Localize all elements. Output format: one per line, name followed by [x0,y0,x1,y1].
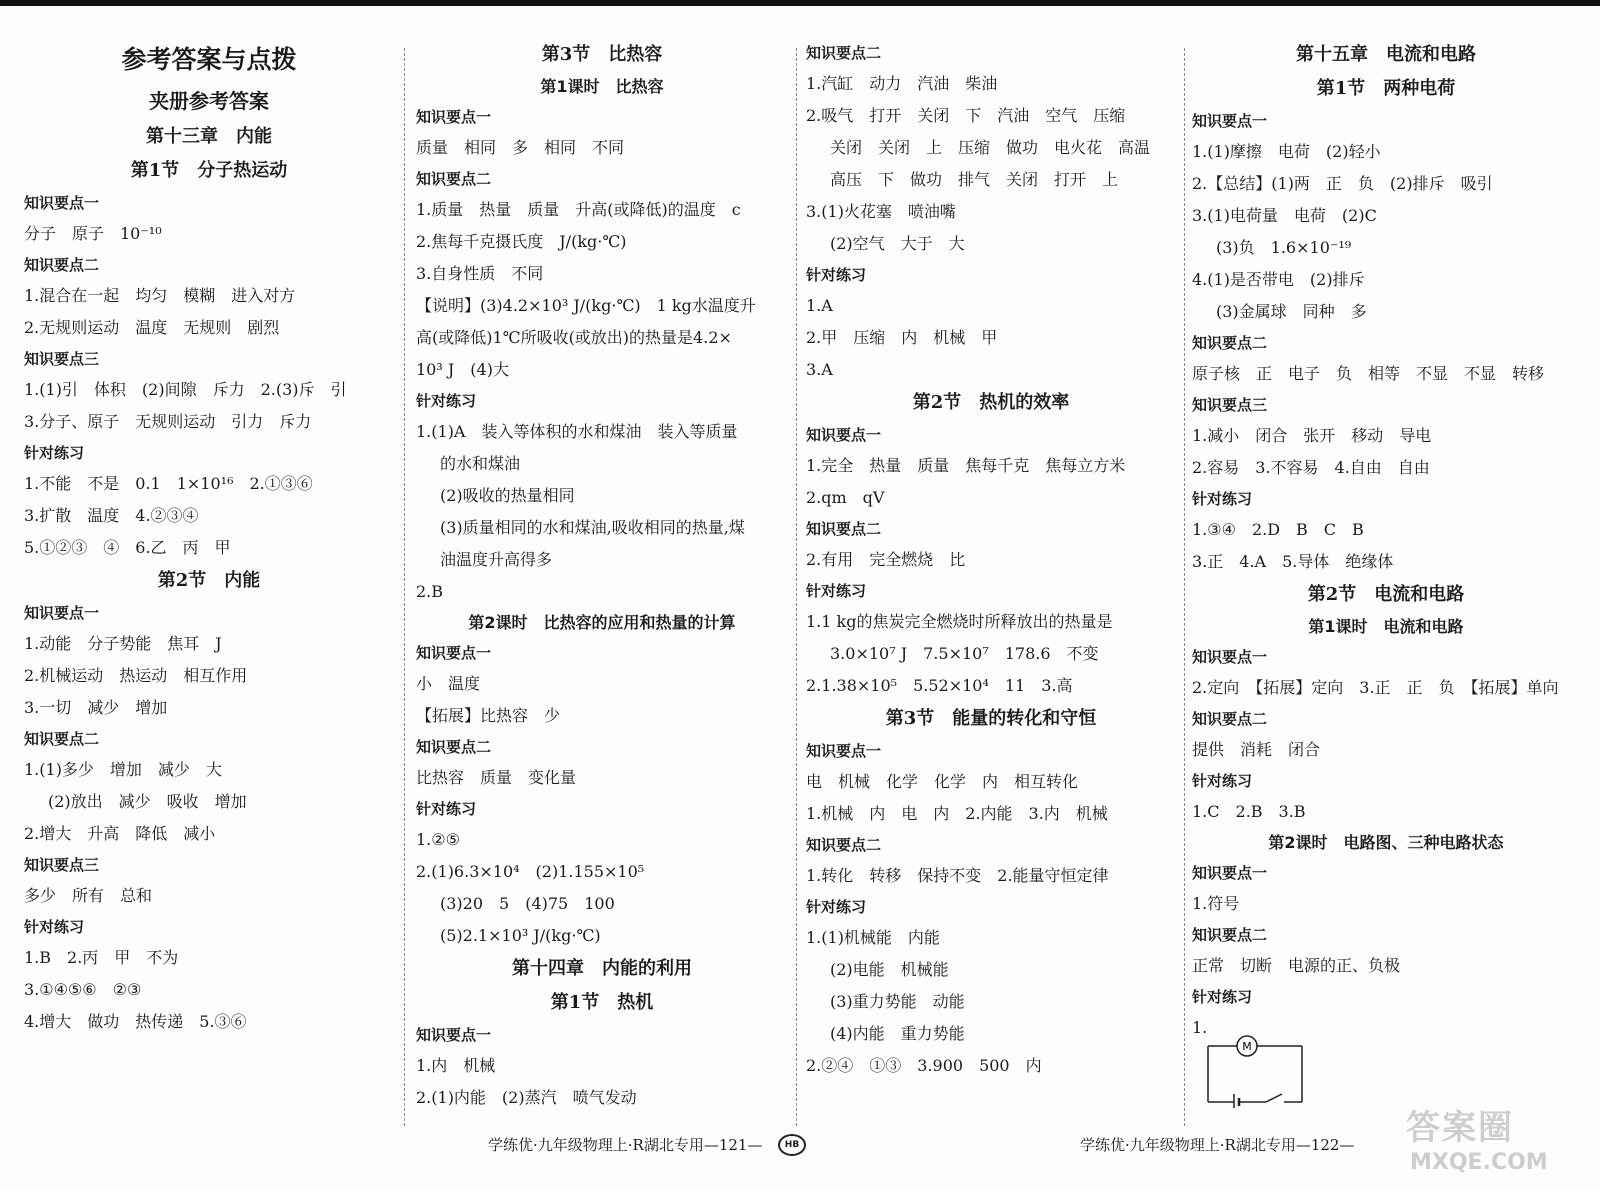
answer-line: 高(或降低)1℃所吸收(或放出)的热量是4.2× [416,328,732,347]
watermark-logo [1406,1100,1590,1186]
answer-line: 多少 所有 总和 [24,886,153,905]
answer-line: 1.符号 [1192,894,1240,913]
watermark-url: MXQE.COM [1410,1150,1548,1175]
column-divider [1184,48,1185,1126]
answer-line: 原子核 正 电子 负 相等 不显 不显 转移 [1192,364,1545,383]
answer-line: 4.(1)是否带电 (2)排斥 [1192,270,1365,289]
footer-left: 学练优·九年级物理上·R湖北专用—121— [488,1136,763,1154]
answer-line-indented: (3)20 5 (4)75 100 [440,894,615,913]
answer-line: 1.(1)A 装入等体积的水和煤油 装入等质量 [416,422,738,441]
section-title: 第2节 热机的效率 [912,392,1070,413]
answer-line: 1. [1192,1018,1208,1037]
answer-line: 1.(1)引 体积 (2)间隙 斥力 2.(3)斥 引 [24,380,347,399]
answer-line: 1.(1)机械能 内能 [806,928,940,947]
section-header: 针对练习 [806,266,867,284]
answer-line: 1.完全 热量 质量 焦每千克 焦每立方米 [806,456,1126,475]
answer-line: 1.动能 分子势能 焦耳 J [24,634,222,653]
answer-line: 比热容 质量 变化量 [416,768,577,787]
section-header: 针对练习 [1192,772,1253,790]
answer-line: 1.1 kg的焦炭完全燃烧时所释放出的热量是 [806,612,1113,631]
answer-line: 【拓展】比热容 少 [416,706,561,725]
section-header: 知识要点二 [24,256,100,274]
answer-line: 3.A [806,360,833,379]
answer-line-indented: (2)空气 大于 大 [830,234,965,253]
section-header: 知识要点三 [24,350,100,368]
answer-line: 2.②④ ①③ 3.900 500 内 [806,1056,1042,1075]
lesson-title: 第1课时 电流和电路 [1308,617,1464,636]
switch-blade [1266,1094,1282,1102]
section-title: 第十四章 内能的利用 [512,958,692,979]
answer-line: 1.转化 转移 保持不变 2.能量守恒定律 [806,866,1109,885]
answer-line: 4.增大 做功 热传递 5.③⑥ [24,1012,247,1031]
answer-line-indented: 关闭 关闭 上 压缩 做功 电火花 高温 [830,138,1151,157]
section-header: 针对练习 [24,444,85,462]
answer-line: 2.容易 3.不容易 4.自由 自由 [1192,458,1430,477]
answer-line-indented: (3)重力势能 动能 [830,992,965,1011]
section-header: 知识要点一 [416,108,492,126]
answer-line: 2.(1)6.3×10⁴ (2)1.155×10⁵ [416,862,645,881]
section-header: 针对练习 [24,918,85,936]
section-header: 知识要点二 [806,520,882,538]
answer-line: 1.(1)多少 增加 减少 大 [24,760,222,779]
answer-line: 提供 消耗 闭合 [1192,740,1321,759]
section-header: 知识要点一 [806,742,882,760]
answer-line: 3.一切 减少 增加 [24,698,168,717]
lesson-title: 第1课时 比热容 [540,77,664,96]
section-title: 第1节 热机 [550,992,654,1013]
answer-line: 1.C 2.B 3.B [1192,802,1306,821]
watermark-text: 答案圈 [1406,1108,1514,1148]
section-header: 针对练习 [1192,490,1253,508]
answer-line: 1.减小 闭合 张开 移动 导电 [1192,426,1432,445]
answer-line: 2.有用 完全燃烧 比 [806,550,966,569]
answer-line: 电 机械 化学 化学 内 相互转化 [806,772,1079,791]
answer-line: 【说明】(3)4.2×10³ J/(kg·℃) 1 kg水温度升 [416,296,756,315]
section-title: 第3节 比热容 [541,44,663,65]
answer-line: 10³ J (4)大 [416,360,509,379]
answer-line-indented: (3)负 1.6×10⁻¹⁹ [1216,238,1352,257]
answer-line: 1.③④ 2.D B C B [1192,520,1364,539]
section-header: 知识要点一 [24,604,100,622]
section-header: 针对练习 [806,898,867,916]
circuit-diagram-svg [1192,1028,1312,1108]
answer-line-indented: 高压 下 做功 排气 关闭 打开 上 [830,170,1119,189]
section-title: 第1节 分子热运动 [130,160,288,181]
lesson-title: 第2课时 比热容的应用和热量的计算 [468,613,736,632]
answer-line: 1.汽缸 动力 汽油 柴油 [806,74,998,93]
page-subtitle: 夹册参考答案 [149,89,269,113]
answer-line: 2.1.38×10⁵ 5.52×10⁴ 11 3.高 [806,676,1073,695]
section-header: 知识要点一 [1192,112,1268,130]
column-4 [1192,38,1580,1128]
section-header: 知识要点二 [1192,926,1268,944]
section-header: 知识要点二 [416,738,492,756]
section-header: 针对练习 [416,392,477,410]
answer-line: 1.B 2.丙 甲 不为 [24,948,179,967]
answer-line: 2.qm qV [806,488,885,507]
answer-line: 1.②⑤ [416,830,460,849]
answer-line: 2.吸气 打开 关闭 下 汽油 空气 压缩 [806,106,1126,125]
answer-line-indented: (3)金属球 同种 多 [1216,302,1367,321]
answer-line: 分子 原子 10⁻¹⁰ [24,224,162,243]
section-header: 针对练习 [806,582,867,600]
section-header: 知识要点一 [24,194,100,212]
answer-line: 1.机械 内 电 内 2.内能 3.内 机械 [806,804,1108,823]
section-title: 第十五章 电流和电路 [1296,44,1476,65]
answer-line-indented: (3)质量相同的水和煤油,吸收相同的热量,煤 [440,518,745,537]
answer-line: 1.内 机械 [416,1056,496,1075]
section-header: 知识要点二 [1192,334,1268,352]
answer-line: 1.质量 热量 质量 升高(或降低)的温度 c [416,200,741,219]
answer-line: 1.(1)摩擦 电荷 (2)轻小 [1192,142,1381,161]
section-title: 第2节 内能 [157,570,261,591]
column-divider [404,48,405,1126]
answer-line: 2.无规则运动 温度 无规则 剧烈 [24,318,280,337]
answer-line: 2.焦每千克摄氏度 J/(kg·℃) [416,232,627,251]
footer-right: 学练优·九年级物理上·R湖北专用—122— [1080,1136,1355,1154]
answer-line: 质量 相同 多 相同 不同 [416,138,625,157]
answer-line: 3.分子、原子 无规则运动 引力 斥力 [24,412,312,431]
section-title: 第2节 电流和电路 [1307,584,1465,605]
section-title: 第十三章 内能 [146,126,272,147]
section-header: 知识要点三 [1192,396,1268,414]
section-header: 针对练习 [416,800,477,818]
column-3 [806,38,1176,1128]
column-2 [416,38,788,1128]
lesson-title: 第2课时 电路图、三种电路状态 [1268,833,1504,852]
answer-line: 2.增大 升高 降低 减小 [24,824,216,843]
section-title: 第1节 两种电荷 [1316,78,1456,99]
answer-line-indented: 3.0×10⁷ J 7.5×10⁷ 178.6 不变 [830,644,1099,663]
section-header: 知识要点一 [1192,648,1268,666]
answer-line-indented: (4)内能 重力势能 [830,1024,965,1043]
section-header: 知识要点二 [1192,710,1268,728]
section-header: 知识要点一 [1192,864,1268,882]
answer-line: 3.正 4.A 5.导体 绝缘体 [1192,552,1394,571]
answer-line: 3.(1)电荷量 电荷 (2)C [1192,206,1377,225]
section-header: 知识要点一 [806,426,882,444]
answer-line: 小 温度 [416,674,481,693]
column-1 [24,38,394,1128]
section-header: 知识要点一 [416,644,492,662]
answer-line: 1.A [806,296,833,315]
answer-line: 2.机械运动 热运动 相互作用 [24,666,248,685]
answer-line: 3.扩散 温度 4.②③④ [24,506,199,525]
answer-line: 2.甲 压缩 内 机械 甲 [806,328,998,347]
section-header: 知识要点二 [806,836,882,854]
answer-line-indented: (5)2.1×10³ J/(kg·℃) [440,926,601,945]
section-header: 知识要点二 [806,44,882,62]
page-title: 参考答案与点拨 [121,45,297,74]
answer-line: 3.自身性质 不同 [416,264,544,283]
section-header: 知识要点二 [24,730,100,748]
top-border [0,0,1600,6]
answer-line-indented: (2)电能 机械能 [830,960,949,979]
answer-line: 3.(1)火花塞 喷油嘴 [806,202,956,221]
answer-line: 2.【总结】(1)两 正 负 (2)排斥 吸引 [1192,174,1493,193]
section-title: 第3节 能量的转化和守恒 [885,708,1097,729]
answer-line: 1.不能 不是 0.1 1×10¹⁶ 2.①③⑥ [24,474,313,493]
answer-line: 5.①②③ ④ 6.乙 丙 甲 [24,538,231,557]
section-header: 知识要点一 [416,1026,492,1044]
answer-line: 2.(1)内能 (2)蒸汽 喷气发动 [416,1088,637,1107]
section-header: 知识要点二 [416,170,492,188]
section-header: 针对练习 [1192,988,1253,1006]
answer-line-indented: 的水和煤油 [440,454,521,473]
answer-line-indented: 油温度升高得多 [440,550,553,569]
motor-label: M [1242,1040,1252,1053]
answer-line-indented: (2)吸收的热量相同 [440,486,575,505]
answer-line: 3.①④⑤⑥ ②③ [24,980,142,999]
circuit-diagram [1192,1012,1580,1092]
answer-line: 2.B [416,582,444,601]
answer-line: 2.定向 【拓展】定向 3.正 正 负 【拓展】单向 [1192,678,1559,697]
section-header: 知识要点三 [24,856,100,874]
answer-line: 正常 切断 电源的正、负极 [1192,956,1401,975]
answer-line-indented: (2)放出 减少 吸收 增加 [48,792,247,811]
answer-line: 1.混合在一起 均匀 模糊 进入对方 [24,286,296,305]
hb-badge: HB [778,1134,806,1156]
column-divider [796,48,797,1126]
